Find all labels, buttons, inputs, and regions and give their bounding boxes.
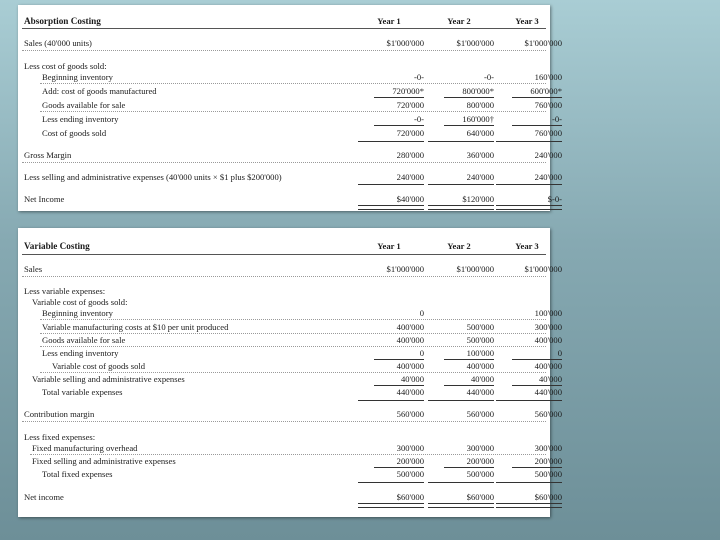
cell: 560'000 — [534, 409, 562, 419]
cell: 40'000 — [400, 374, 424, 384]
row-label: Total fixed expenses — [42, 469, 113, 479]
row-label: Less variable expenses: — [24, 286, 106, 296]
cell: -0- — [413, 114, 424, 124]
row-label: Less ending inventory — [42, 348, 119, 358]
cell: $120'000 — [462, 194, 494, 204]
subtotal-underline — [496, 141, 562, 142]
cell: 100'000 — [534, 308, 562, 318]
total-double-underline — [428, 205, 494, 210]
row-label: Variable selling and administrative expenses — [32, 374, 185, 384]
absorption-title: Absorption Costing — [24, 16, 101, 26]
cell: 500'000 — [396, 469, 424, 479]
cell: 560'000 — [466, 409, 494, 419]
subtotal-underline — [428, 400, 494, 401]
subtotal-underline — [358, 482, 424, 483]
cell: 240'000 — [466, 172, 494, 182]
cell: 720'000 — [396, 128, 424, 138]
cell: 360'000 — [466, 150, 494, 160]
cell: 240'000 — [534, 150, 562, 160]
row-label: Beginning inventory — [42, 308, 113, 318]
cell: 400'000 — [396, 322, 424, 332]
total-double-underline — [358, 205, 424, 210]
row-label: Goods available for sale — [42, 335, 126, 345]
subtotal-underline — [496, 482, 562, 483]
row-label: Gross Margin — [24, 150, 72, 160]
cell: $1'000'000 — [386, 264, 424, 274]
subtotal-underline — [374, 359, 424, 360]
cell: 500'000 — [466, 335, 494, 345]
cell: $1'000'000 — [386, 38, 424, 48]
subtotal-underline — [496, 400, 562, 401]
row-divider — [40, 319, 546, 320]
cell: 440'000 — [466, 387, 494, 397]
subtotal-underline — [358, 141, 424, 142]
subtotal-underline — [512, 359, 562, 360]
cell: $60'000 — [396, 492, 424, 502]
cell: 720'000 — [396, 100, 424, 110]
cell: 0 — [419, 308, 424, 318]
row-label: Cost of goods sold — [42, 128, 107, 138]
row-label: Add: cost of goods manufactured — [42, 86, 157, 96]
row-label: Less ending inventory — [42, 114, 119, 124]
header-rule — [22, 28, 546, 29]
cell: 440'000 — [396, 387, 424, 397]
absorption-costing-panel — [18, 5, 562, 211]
row-divider — [40, 333, 546, 334]
subtotal-underline — [374, 467, 424, 468]
cell: 240'000 — [396, 172, 424, 182]
subtotal-underline — [444, 359, 494, 360]
variable-year3-header: Year 3 — [515, 241, 539, 251]
row-divider — [22, 162, 546, 163]
row-label: Variable manufacturing costs at $10 per unit produced — [42, 322, 229, 332]
subtotal-underline — [444, 97, 494, 98]
row-label: Fixed selling and administrative expenses — [32, 456, 176, 466]
cell: 440'000 — [534, 387, 562, 397]
cell: -0- — [483, 72, 494, 82]
row-label: Variable cost of goods sold: — [32, 297, 128, 307]
cell: 800'000* — [462, 86, 494, 96]
cell: 760'000 — [534, 128, 562, 138]
subtotal-underline — [444, 467, 494, 468]
row-label: Variable cost of goods sold — [52, 361, 146, 371]
subtotal-underline — [428, 184, 494, 185]
subtotal-underline — [428, 141, 494, 142]
row-label: Contribution margin — [24, 409, 95, 419]
row-label: Beginning inventory — [42, 72, 113, 82]
subtotal-underline — [512, 467, 562, 468]
cell: 40'000 — [538, 374, 562, 384]
total-double-underline — [496, 503, 562, 508]
cell: 200'000 — [396, 456, 424, 466]
cell: 300'000 — [534, 322, 562, 332]
absorption-year1-header: Year 1 — [377, 16, 401, 26]
variable-year2-header: Year 2 — [447, 241, 471, 251]
row-label: Less cost of goods sold: — [24, 61, 107, 71]
cell: $-0- — [547, 194, 562, 204]
subtotal-underline — [512, 385, 562, 386]
row-divider — [22, 50, 546, 51]
cell: 300'000 — [534, 443, 562, 453]
row-label: Fixed manufacturing overhead — [32, 443, 138, 453]
subtotal-underline — [496, 184, 562, 185]
cell: -0- — [413, 72, 424, 82]
cell: 600'000* — [530, 86, 562, 96]
cell: 200'000 — [466, 456, 494, 466]
absorption-year3-header: Year 3 — [515, 16, 539, 26]
cell: 400'000 — [534, 361, 562, 371]
row-label: Less selling and administrative expenses (40'000 units × $1 plus $200'000) — [24, 172, 282, 182]
cell: 500'000 — [466, 469, 494, 479]
cell: 280'000 — [396, 150, 424, 160]
cell: $40'000 — [396, 194, 424, 204]
cell: 0 — [557, 348, 562, 358]
row-divider — [30, 454, 546, 455]
cell: $1'000'000 — [524, 264, 562, 274]
subtotal-underline — [358, 184, 424, 185]
row-label: Goods available for sale — [42, 100, 126, 110]
subtotal-underline — [358, 400, 424, 401]
total-double-underline — [358, 503, 424, 508]
cell: 400'000 — [396, 335, 424, 345]
variable-costing-panel — [18, 228, 562, 517]
subtotal-underline — [428, 482, 494, 483]
cell: $60'000 — [534, 492, 562, 502]
cell: $1'000'000 — [456, 264, 494, 274]
row-divider — [22, 276, 546, 277]
subtotal-underline — [444, 385, 494, 386]
cell: $60'000 — [466, 492, 494, 502]
row-label: Less fixed expenses: — [24, 432, 96, 442]
subtotal-underline — [444, 125, 494, 126]
cell: 200'000 — [534, 456, 562, 466]
row-divider — [22, 421, 546, 422]
row-label: Total variable expenses — [42, 387, 123, 397]
cell: 100'000 — [466, 348, 494, 358]
cell: 300'000 — [466, 443, 494, 453]
subtotal-underline — [374, 385, 424, 386]
subtotal-underline — [374, 125, 424, 126]
row-label: Net Income — [24, 194, 65, 204]
row-label: Sales (40'000 units) — [24, 38, 92, 48]
cell: 500'000 — [466, 322, 494, 332]
total-double-underline — [428, 503, 494, 508]
subtotal-underline — [512, 125, 562, 126]
cell: 720'000* — [392, 86, 424, 96]
cell: 160'000 — [534, 72, 562, 82]
variable-title: Variable Costing — [24, 241, 90, 251]
subtotal-underline — [374, 97, 424, 98]
cell: 300'000 — [396, 443, 424, 453]
absorption-year2-header: Year 2 — [447, 16, 471, 26]
row-label: Net income — [24, 492, 64, 502]
cell: 560'000 — [396, 409, 424, 419]
cell: 400'000 — [466, 361, 494, 371]
variable-year1-header: Year 1 — [377, 241, 401, 251]
cell: $1'000'000 — [524, 38, 562, 48]
row-label: Sales — [24, 264, 43, 274]
cell: 240'000 — [534, 172, 562, 182]
cell: -0- — [551, 114, 562, 124]
cell: $1'000'000 — [456, 38, 494, 48]
cell: 760'000 — [534, 100, 562, 110]
cell: 500'000 — [534, 469, 562, 479]
row-divider — [40, 111, 546, 112]
total-double-underline — [496, 205, 562, 210]
cell: 40'000 — [470, 374, 494, 384]
cell: 400'000 — [396, 361, 424, 371]
cell: 160'000† — [462, 114, 494, 124]
subtotal-underline — [512, 97, 562, 98]
row-divider — [40, 372, 546, 373]
header-rule — [22, 254, 546, 255]
row-divider — [40, 83, 546, 84]
cell: 0 — [419, 348, 424, 358]
row-divider — [40, 346, 546, 347]
cell: 640'000 — [466, 128, 494, 138]
cell: 800'000 — [466, 100, 494, 110]
cell: 400'000 — [534, 335, 562, 345]
